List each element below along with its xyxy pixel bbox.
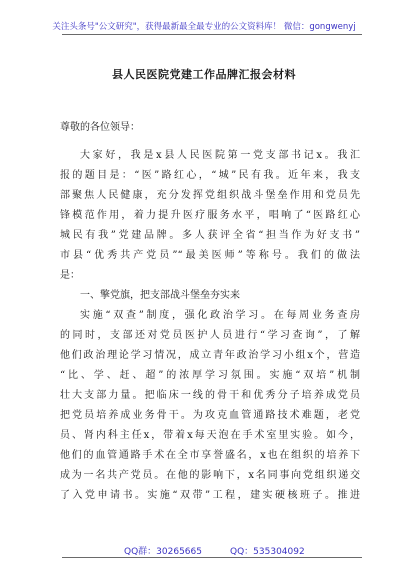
body-line: 城民有我”党建品牌。多人获评全省“担当作为好支书” [60, 230, 360, 241]
body-line: 大家好，我是x县人民医院第一党支部书记x。我汇 [80, 150, 360, 161]
section-heading: 一、擎党旗，把支部战斗堡垒夯实来 [80, 290, 240, 301]
document-body [60, 118, 360, 506]
body-line: 成为一名共产党员。在他的影响下，x名同事向党组织递交 [60, 470, 360, 481]
body-line: 锋模范作用，着力提升医疗服务水平，唱响了“医路红心 [60, 210, 360, 221]
header-banner: 关注头条号"公文研究"，获得最新最全最专业的公文资料库！ 微信：gongwenyj [52, 22, 356, 32]
body-line: 了入党申请书。实施“双带”工程，建实硬核班子。推进 [60, 490, 360, 501]
footer-qq-group: QQ群：30265665 [124, 547, 202, 557]
body-line: 把党员培养成业务骨干。为攻克血管通路技术难题，老党 [60, 410, 360, 421]
body-line: 他们政治理论学习情况，成立青年政治学习小组x个，营造 [60, 350, 360, 361]
footer-qq: QQ：535304092 [230, 547, 305, 557]
body-line: 部聚焦人民健康，充分发挥党组织战斗堡垒作用和党员先 [60, 190, 360, 201]
body-line: 是： [60, 270, 80, 281]
body-line: 实施“双查”制度，强化政治学习。在每周业务查房 [80, 310, 360, 321]
body-line: 的同时，支部还对党员医护人员进行“学习查询”，了解 [60, 330, 360, 341]
header-divider [62, 34, 362, 35]
body-line: “比、学、赶、超”的浓厚学习氛围。实施“双培”机制 [60, 370, 360, 381]
body-line: 员、肾内科主任x，带着x每天泡在手术室里实验。如今， [60, 430, 360, 441]
document-title: 县人民医院党建工作品牌汇报会材料 [112, 68, 296, 81]
footer-contact [80, 544, 340, 558]
greeting-line: 尊敬的各位领导： [60, 122, 140, 133]
body-line: 他们的血管通路手术在全市享誉盛名，x也在组织的培养下 [60, 450, 360, 461]
body-line: 市县“优秀共产党员”“最美医师”等称号。我们的做法 [60, 250, 360, 261]
body-line: 报的题目是：“医”路红心，“城”民有我。近年来，我支 [60, 170, 360, 181]
body-line: 壮大支部力量。把临床一线的骨干和优秀分子培养成党员 [60, 390, 360, 401]
footer-divider [62, 557, 362, 558]
